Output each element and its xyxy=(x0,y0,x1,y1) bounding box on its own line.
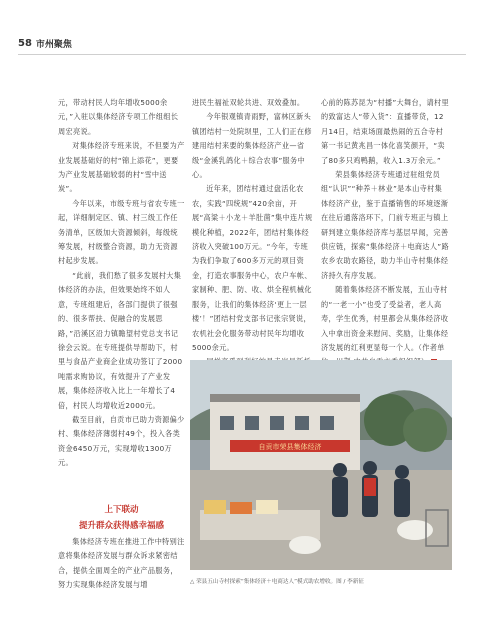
paragraph: 截至目前，自贡市已助力资源偏少村、集体经济薄弱村49个，投入各类资金6450万元，实现增收1300万元。 xyxy=(58,414,185,468)
paragraph: 今年银观镇青雨野，富林区新头镇团结村一处院坝里，工人们正在修建用结村来要的集体经济产业—省级“金溪乳鸽化＋综合农事”服务中心。 xyxy=(192,112,312,180)
text-column-1-continued xyxy=(58,535,185,593)
photo-caption: △ 荣县五山寺村探索“集体经济＋电商达人”模式助农增收。图 / 李新征 xyxy=(190,579,364,585)
header-divider xyxy=(18,54,466,55)
article-photo xyxy=(190,360,452,570)
paragraph: 进民生福祉双轮共进、双效叠加。 xyxy=(192,98,305,107)
paragraph: 今年以来，市级专班与省农专班一起，详细制定区、镇、村三级工作任务清单，区级加大资源倾斜，每级统筹发展，村级整合资源，助力无资源村起步发展。 xyxy=(58,198,185,266)
subheading-kicker: 上下联动 xyxy=(104,505,139,515)
paragraph: 对集体经济专班来说，不但要为产业发展基础好的村“锦上添花”，更要为产业发展基础较弱的村“雪中送炭”。 xyxy=(58,141,185,194)
text-column-3 xyxy=(321,96,449,370)
section-title: 市州聚焦 xyxy=(35,39,72,50)
subheading-title: 提升群众获得感幸福感 xyxy=(78,521,164,531)
banner-text: 自贡市荣县集体经济 xyxy=(258,443,322,451)
paragraph: 荣县集体经济专班通过驻组党员组“认识”“种养＋林业”是本山寺村集体经济产业，鉴于直播销售的环境逐渐在往后通落洛环下，门前专班正与镇上研判建立集体经济库与基层早闻，完善供应链，探索“集体经济＋电商达人”路农乡农助农路径，助力半山寺村集体经济持久有序发展。 xyxy=(321,170,449,280)
photo-illustration xyxy=(190,360,452,570)
paragraph: 心前的陈苏昆为“村播”大舞台，请村里的致富达人“带入货”：直播带货，12月14日，结束场面最热闹的五合寺村第一书记黄兆昌一体化喜笑颜开，“卖了80多只鸡鸭鹅，收入1.3万余元。” xyxy=(321,98,449,165)
paragraph: 随着集体经济不断发展，五山寺村的“一老一小”也受了受益者，老人高寿，学生优秀，村里都会从集体经济收入中拿出资金来慰问、奖励，让集体经济发展的红利更显每一个人。（作者单 xyxy=(321,283,449,369)
page-header xyxy=(18,34,72,52)
text-column-1 xyxy=(58,96,185,471)
paragraph: 近年来，团结村通过盘活化农农，实践“四统规”420余亩，开展“高粱＋小龙＋羊肚菌”集中连片规模化种植，2022年，团结村集体经济收入突破100万元。“今年，专班为我们争取了600多万元的项目资金，打造农事服务中心，农户车帐、家制种、肥、防、收、烘全程机械化服务，让我们的集体经济‘更上一层楼’！”团结村党支部书记张宗贤说，农机社会化服务带动村民年均增收5000余元。 xyxy=(192,184,313,352)
paragraph: 元，带动村民人均年增收5000余元，”入驻以集体经济专项工作组组长周宏亮说。 xyxy=(58,98,179,136)
paragraph: “此前，我们愁了很多发展村大集体经济的办法，但效果始终不如人意，专班组建后，各部门提供了很强的、很多帮扶、促融合的发展思路，”沿溪区沿力镇瞻望村党总支书记徐会云说。在专班提供导帮助下，村里与食品产业商企业成功签订了2000吨需求购协议，有效提升了产业发展，集体经济收入比上一年增长了4倍，村民人均增收近2000元。 xyxy=(58,270,183,410)
page-number: 58 xyxy=(18,37,32,49)
paragraph: 集体经济专班在推进工作中特别注意将集体经济发展与群众诉求紧密结合，提供全面周全的产业产品服务，努力实现集体经济发展与增 xyxy=(58,537,185,590)
